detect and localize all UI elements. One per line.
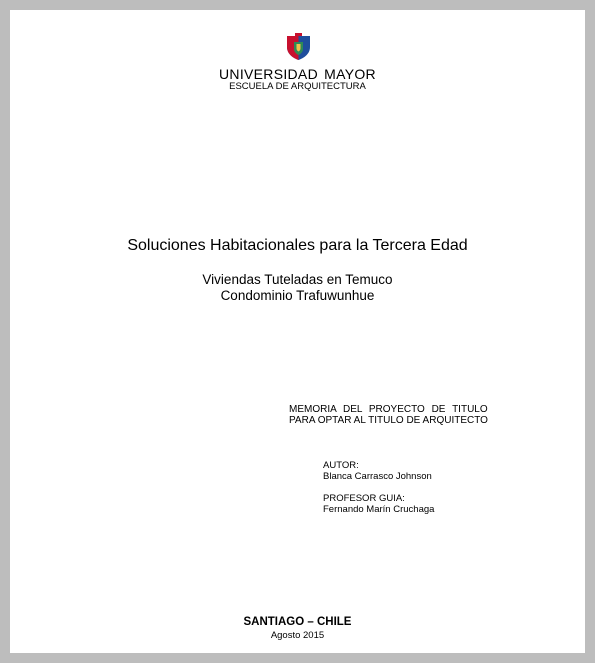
document-subtitle-line2: Condominio Trafuwunhue bbox=[220, 288, 375, 303]
advisor-label: PROFESOR GUIA: bbox=[323, 493, 405, 504]
school-name: ESCUELA DE ARQUITECTURA bbox=[229, 81, 366, 92]
memoria-line2: PARA OPTAR AL TITULO DE ARQUITECTO bbox=[289, 415, 488, 426]
city-country: SANTIAGO – CHILE bbox=[243, 616, 352, 628]
author-label: AUTOR: bbox=[323, 460, 359, 471]
document-title: Soluciones Habitacionales para la Tercera Edad bbox=[127, 237, 468, 254]
document-date: Agosto 2015 bbox=[270, 630, 325, 641]
memoria-line1: MEMORIA DEL PROYECTO DE TITULO bbox=[289, 404, 488, 415]
document-page bbox=[10, 10, 585, 653]
university-shield-icon bbox=[286, 33, 311, 61]
document-subtitle-line1: Viviendas Tuteladas en Temuco bbox=[202, 272, 393, 287]
university-name: UNIVERSIDAD MAYOR bbox=[219, 66, 376, 82]
author-name: Blanca Carrasco Johnson bbox=[323, 471, 432, 482]
advisor-name: Fernando Marín Cruchaga bbox=[323, 504, 435, 515]
